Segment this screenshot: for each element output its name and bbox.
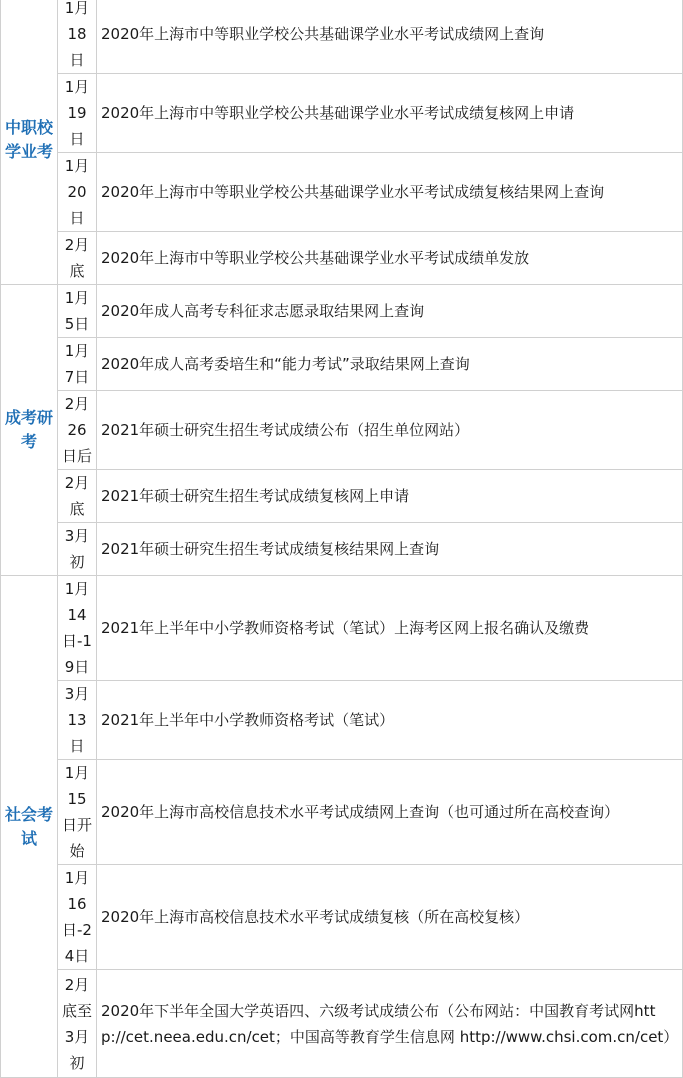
date-cell xyxy=(58,74,97,153)
date-label: 2月底 xyxy=(64,474,90,518)
table-row xyxy=(1,970,683,1078)
date-cell xyxy=(58,0,97,74)
date-label: 3月初 xyxy=(64,527,90,571)
category-vocational xyxy=(1,0,58,285)
date-cell xyxy=(58,391,97,470)
date-label: 1月14日-19日 xyxy=(62,580,92,676)
description-cell: 2020年上海市中等职业学校公共基础课学业水平考试成绩复核网上申请 xyxy=(97,74,683,153)
date-label: 1月7日 xyxy=(64,342,90,386)
table-row xyxy=(1,865,683,970)
date-cell xyxy=(58,285,97,338)
table-row xyxy=(1,232,683,285)
table-row xyxy=(1,760,683,865)
date-cell xyxy=(58,232,97,285)
description-cell: 2020年成人高考专科征求志愿录取结果网上查询 xyxy=(97,285,683,338)
category-social xyxy=(1,576,58,1078)
date-label: 1月20日 xyxy=(64,157,90,227)
description-cell: 2021年上半年中小学教师资格考试（笔试） xyxy=(97,681,683,760)
description-cell: 2020年上海市中等职业学校公共基础课学业水平考试成绩单发放 xyxy=(97,232,683,285)
table-row xyxy=(1,338,683,391)
category-label: 中职校学业考 xyxy=(5,117,54,161)
category-label: 成考研考 xyxy=(5,408,54,451)
table-row xyxy=(1,523,683,576)
description-cell: 2021年硕士研究生招生考试成绩复核结果网上查询 xyxy=(97,523,683,576)
table-row xyxy=(1,74,683,153)
table-row xyxy=(1,285,683,338)
table-row xyxy=(1,470,683,523)
table-row xyxy=(1,681,683,760)
category-label: 社会考试 xyxy=(5,804,54,848)
date-cell xyxy=(58,865,97,970)
date-cell xyxy=(58,681,97,760)
description-cell: 2021年硕士研究生招生考试成绩复核网上申请 xyxy=(97,470,683,523)
description-cell: 2020年下半年全国大学英语四、六级考试成绩公布（公布网站：中国教育考试网http://cet.neea.edu.cn/cet；中国高等教育学生信息网 http://www.chsi.com.cn/cet） xyxy=(97,970,683,1078)
date-label: 3月13日 xyxy=(64,685,90,755)
description-cell: 2020年成人高考委培生和“能力考试”录取结果网上查询 xyxy=(97,338,683,391)
date-label: 1月5日 xyxy=(64,289,90,333)
description-cell: 2020年上海市高校信息技术水平考试成绩复核（所在高校复核） xyxy=(97,865,683,970)
description-cell: 2021年上半年中小学教师资格考试（笔试）上海考区网上报名确认及缴费 xyxy=(97,576,683,681)
table-row xyxy=(1,153,683,232)
date-label: 2月26日后 xyxy=(62,395,93,465)
date-label: 2月底 xyxy=(64,236,90,280)
description-cell: 2021年硕士研究生招生考试成绩公布（招生单位网站） xyxy=(97,391,683,470)
date-cell xyxy=(58,970,97,1078)
description-cell: 2020年上海市中等职业学校公共基础课学业水平考试成绩复核结果网上查询 xyxy=(97,153,683,232)
date-cell xyxy=(58,760,97,865)
category-adult xyxy=(1,285,58,576)
date-label: 1月15日开始 xyxy=(62,764,93,860)
date-cell xyxy=(58,153,97,232)
date-label: 1月18日 xyxy=(64,0,90,69)
table-row xyxy=(1,391,683,470)
date-label: 2月底至3月初 xyxy=(62,975,93,1072)
description-cell: 2020年上海市高校信息技术水平考试成绩网上查询（也可通过所在高校查询） xyxy=(97,760,683,865)
date-label: 1月16日-24日 xyxy=(62,869,92,965)
table-row xyxy=(1,0,683,74)
date-cell xyxy=(58,470,97,523)
description-cell: 2020年上海市中等职业学校公共基础课学业水平考试成绩网上查询 xyxy=(97,0,683,74)
table-row xyxy=(1,576,683,681)
date-cell xyxy=(58,523,97,576)
date-cell xyxy=(58,576,97,681)
date-label: 1月19日 xyxy=(64,78,90,148)
date-cell xyxy=(58,338,97,391)
